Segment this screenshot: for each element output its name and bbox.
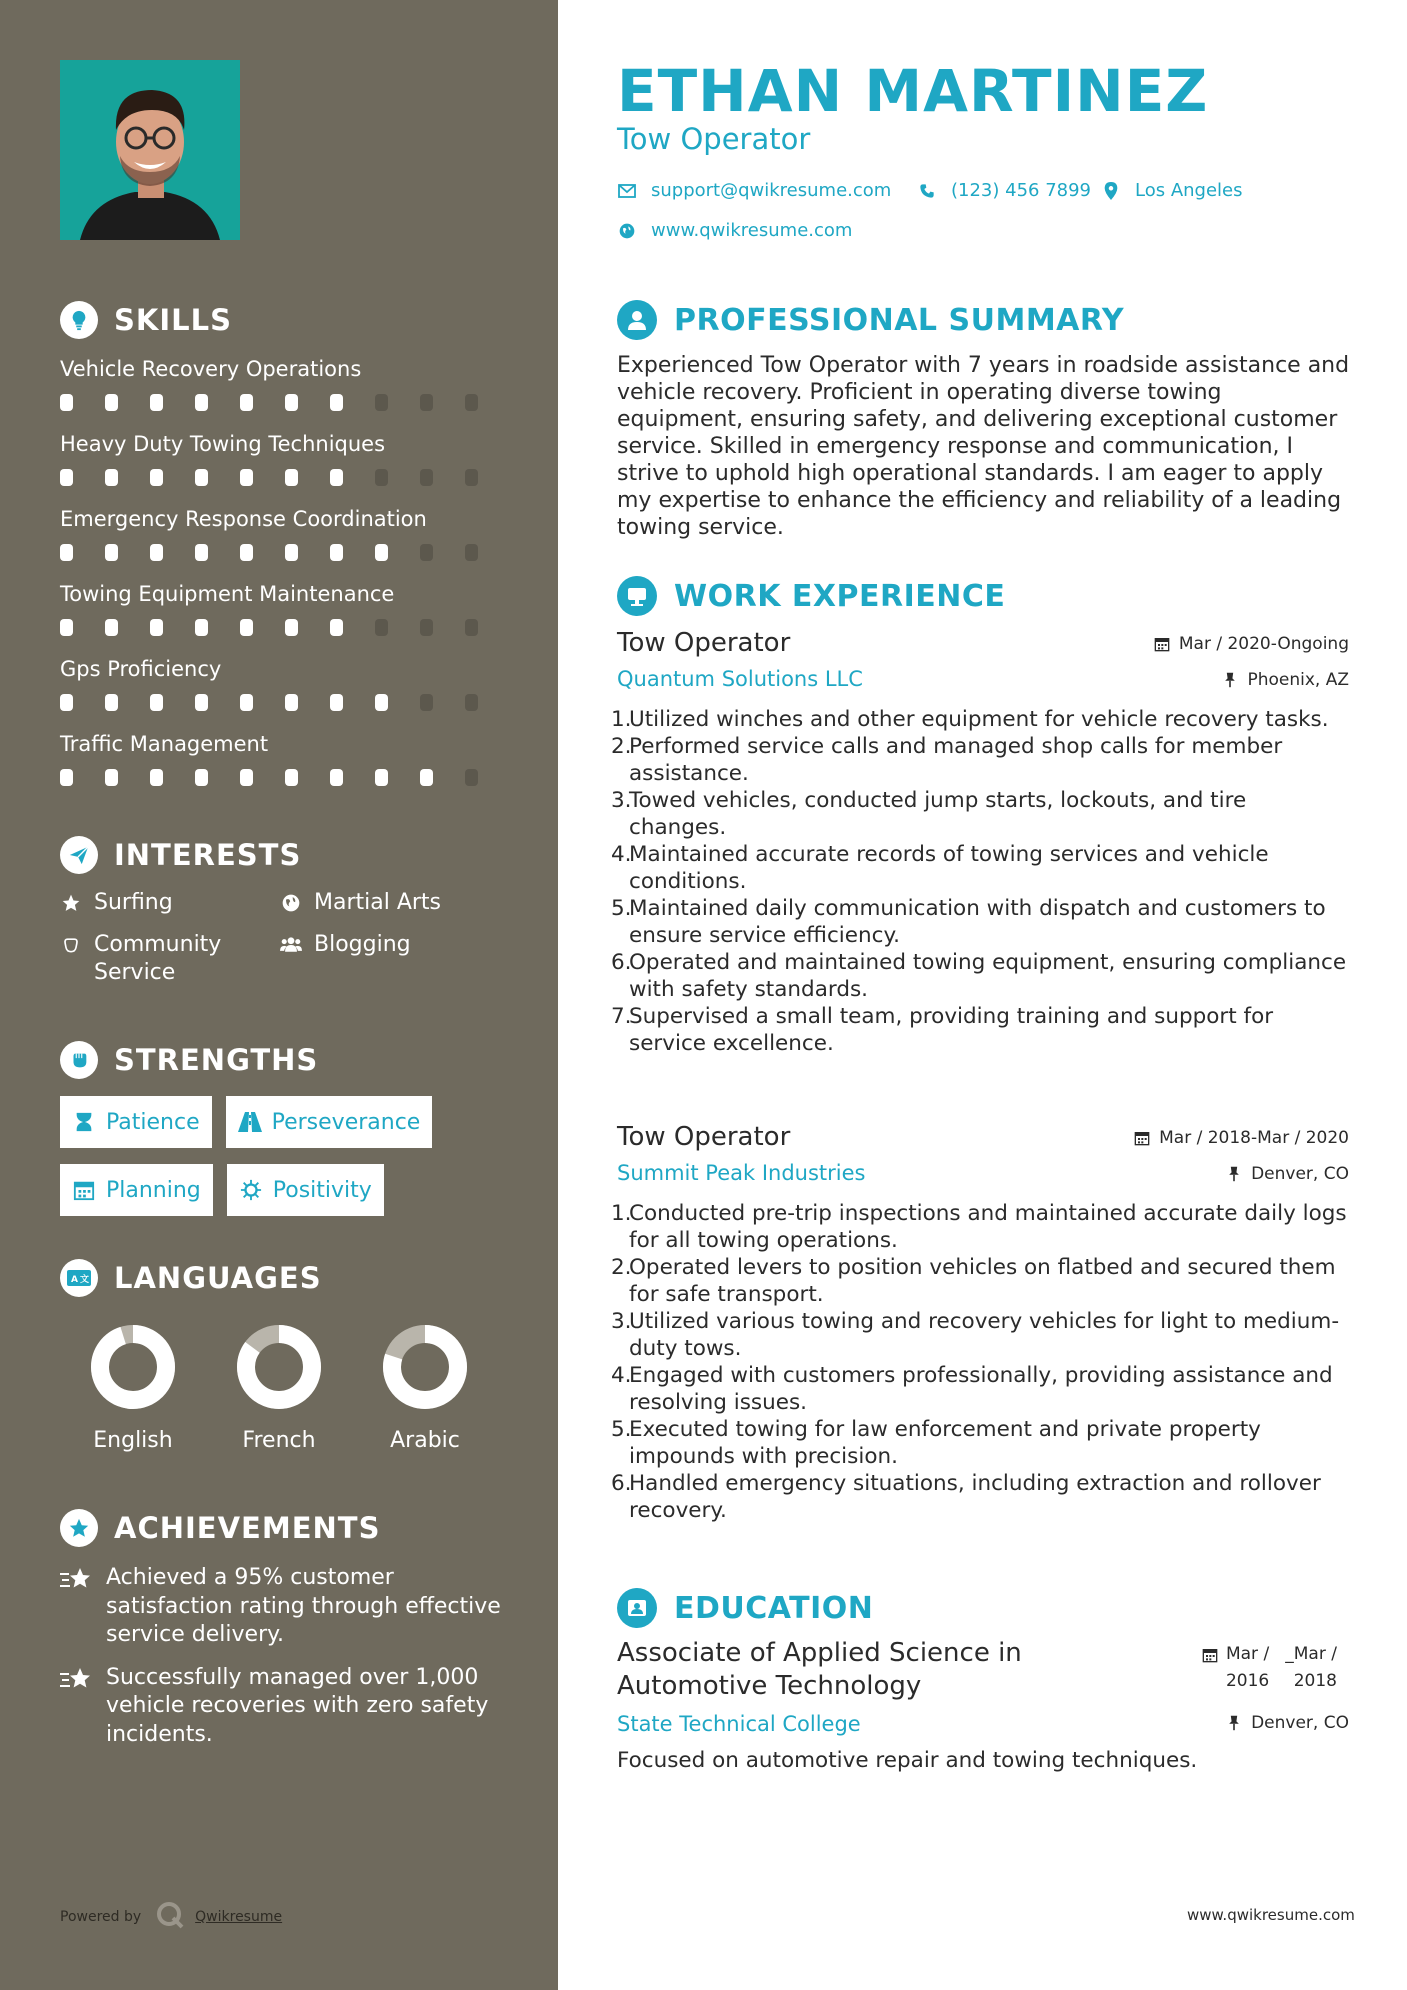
briefcase-icon	[617, 576, 657, 616]
job-title: Tow Operator	[617, 628, 791, 658]
summary-text: Experienced Tow Operator with 7 years in roadside assistance and vehicle recovery. Proficient in operating diverse towing equipment, ensuring safety, and delivering exceptional customer service. Skilled in emergency response and communication, I strive to uphold high operational standards. I am eager to apply my expertise to enhance the efficiency and reliability of a leading towing service.	[617, 353, 1350, 540]
skill-level	[60, 692, 510, 712]
skill-dot-filled	[240, 394, 253, 411]
job-location: Denver, CO	[1225, 1164, 1349, 1184]
pushpin-icon	[1221, 671, 1239, 689]
bullet-text: Maintained accurate records of towing services and vehicle conditions.	[629, 842, 1269, 894]
shooting-star-icon	[60, 1664, 94, 1694]
interests-section	[60, 835, 510, 987]
skill-dot-filled	[240, 769, 253, 786]
skill-dot-filled	[285, 769, 298, 786]
skill-dot-filled	[285, 394, 298, 411]
skill-dot-filled	[330, 544, 343, 561]
skill-dot-filled	[285, 544, 298, 561]
bullet-item	[611, 1416, 1349, 1470]
language-name: French	[242, 1428, 316, 1453]
candidate-role: Tow Operator	[617, 122, 811, 156]
education-title: EDUCATION	[674, 1590, 874, 1626]
graduation-icon	[617, 1588, 657, 1628]
achievements-title: ACHIEVEMENTS	[114, 1511, 381, 1545]
bullet-number: 4.	[611, 1363, 632, 1388]
skill-row	[60, 577, 510, 652]
interests-header	[60, 835, 510, 875]
bullet-number: 7.	[611, 1004, 632, 1029]
globe-icon	[617, 221, 637, 241]
education-start: Mar / 2016	[1225, 1644, 1270, 1691]
skill-dot-filled	[105, 469, 118, 486]
pushpin-icon	[1225, 1165, 1243, 1183]
language-item	[352, 1324, 498, 1453]
calendar-icon	[1202, 1641, 1220, 1668]
skill-name: Traffic Management	[60, 732, 269, 756]
summary-title: PROFESSIONAL SUMMARY	[674, 302, 1125, 338]
bullet-item	[611, 949, 1349, 1003]
skill-dot-empty	[375, 619, 388, 636]
skill-dot-empty	[375, 394, 388, 411]
skill-dot-filled	[60, 544, 73, 561]
strengths-header	[60, 1040, 510, 1080]
skill-dot-filled	[375, 694, 388, 711]
strengths-section	[60, 1040, 510, 1232]
star-icon	[60, 889, 82, 917]
language-gauge	[382, 1324, 468, 1410]
skill-dot-filled	[285, 469, 298, 486]
qwikresume-logo-icon	[155, 1900, 185, 1934]
interests-list	[60, 889, 510, 987]
interest-item: Blogging	[280, 931, 500, 987]
skill-name: Gps Proficiency	[60, 657, 222, 681]
bullet-item	[611, 1470, 1349, 1524]
bullet-number: 1.	[611, 707, 632, 732]
calendar-icon	[72, 1178, 96, 1202]
skill-dot-filled	[150, 469, 163, 486]
job-location: Phoenix, AZ	[1221, 670, 1349, 690]
skill-dot-filled	[195, 619, 208, 636]
skill-dot-filled	[195, 469, 208, 486]
language-name: English	[93, 1428, 173, 1453]
translate-icon	[60, 1259, 98, 1297]
job-company: Quantum Solutions LLC	[617, 667, 863, 691]
bullet-text: Performed service calls and managed shop calls for member assistance.	[629, 734, 1283, 786]
achievement-item: Achieved a 95% customer satisfaction rating through effective service delivery.	[60, 1564, 510, 1650]
bullet-number: 5.	[611, 1417, 632, 1442]
skill-dot-filled	[195, 769, 208, 786]
bullet-item	[611, 1003, 1349, 1057]
experience-title: WORK EXPERIENCE	[674, 578, 1006, 614]
bullet-text: Utilized winches and other equipment for vehicle recovery tasks.	[629, 707, 1329, 732]
strength-chip: Perseverance	[226, 1096, 433, 1148]
bullet-item	[611, 895, 1349, 949]
strengths-title: STRENGTHS	[114, 1043, 319, 1077]
skill-row	[60, 502, 510, 577]
bullet-text: Utilized various towing and recovery vehicles for light to medium-duty tows.	[629, 1309, 1340, 1361]
skill-row	[60, 352, 510, 427]
skill-dot-filled	[60, 394, 73, 411]
bullet-item	[611, 787, 1349, 841]
skill-dot-empty	[465, 394, 478, 411]
calendar-icon	[1133, 1129, 1151, 1147]
skill-dot-filled	[195, 694, 208, 711]
skill-dot-filled	[285, 694, 298, 711]
skill-level	[60, 542, 510, 562]
skill-dot-filled	[330, 769, 343, 786]
skill-dot-empty	[420, 544, 433, 561]
user-icon	[617, 300, 657, 340]
interest-item: Martial Arts	[280, 889, 500, 917]
skill-dot-empty	[465, 694, 478, 711]
degree-title: Associate of Applied Science in Automotive Technology	[617, 1638, 1022, 1701]
strengths-list	[60, 1096, 480, 1232]
bullet-number: 2.	[611, 1255, 632, 1280]
users-icon	[280, 931, 302, 959]
job-bullets	[611, 1200, 1349, 1524]
bullet-number: 4.	[611, 842, 632, 867]
shooting-star-icon	[60, 1564, 94, 1594]
skill-dot-filled	[195, 544, 208, 561]
skill-level	[60, 617, 510, 637]
job-title: Tow Operator	[617, 1122, 791, 1152]
education-location: Denver, CO	[1225, 1713, 1349, 1733]
hourglass-icon	[72, 1110, 96, 1134]
education-end: Mar / 2018	[1293, 1644, 1337, 1691]
skill-dot-empty	[465, 619, 478, 636]
skill-dot-filled	[285, 619, 298, 636]
email-contact[interactable]: support@qwikresume.com	[617, 180, 891, 201]
bullet-number: 6.	[611, 950, 632, 975]
job-bullets	[611, 706, 1349, 1057]
interests-title: INTERESTS	[114, 838, 302, 872]
skill-dot-filled	[105, 769, 118, 786]
skill-level	[60, 392, 510, 412]
skill-dot-empty	[465, 469, 478, 486]
education-description: Focused on automotive repair and towing techniques.	[617, 1748, 1198, 1773]
languages-header	[60, 1258, 510, 1298]
skill-dot-filled	[150, 619, 163, 636]
skill-dot-empty	[420, 469, 433, 486]
pushpin-icon	[1225, 1714, 1243, 1732]
education-header	[617, 1588, 873, 1628]
bullet-number: 3.	[611, 788, 632, 813]
language-gauge-fill	[100, 1334, 166, 1400]
bullet-item	[611, 1254, 1349, 1308]
bullet-text: Handled emergency situations, including extraction and rollover recovery.	[629, 1471, 1321, 1523]
bullet-number: 2.	[611, 734, 632, 759]
phone-icon	[917, 181, 937, 201]
sun-icon	[239, 1178, 263, 1202]
svg-text:文: 文	[80, 1275, 90, 1285]
footer-url[interactable]: www.qwikresume.com	[1187, 1906, 1355, 1924]
skill-dot-filled	[330, 394, 343, 411]
candidate-name: ETHAN MARTINEZ	[617, 57, 1209, 125]
bullet-text: Engaged with customers professionally, providing assistance and resolving issues.	[629, 1363, 1333, 1415]
website-contact[interactable]: www.qwikresume.com	[617, 220, 852, 241]
skill-dot-empty	[465, 544, 478, 561]
skill-dot-empty	[420, 619, 433, 636]
skill-dot-filled	[330, 619, 343, 636]
sidebar	[0, 0, 558, 1990]
globe-icon	[280, 889, 302, 917]
job-entry	[611, 1120, 1349, 1524]
bullet-number: 6.	[611, 1471, 632, 1496]
skill-name: Emergency Response Coordination	[60, 507, 427, 531]
location-contact: Los Angeles	[1101, 180, 1243, 201]
skills-title: SKILLS	[114, 303, 232, 337]
strength-chip: Positivity	[227, 1164, 384, 1216]
language-gauge	[236, 1324, 322, 1410]
skill-dot-filled	[150, 544, 163, 561]
skill-dot-filled	[105, 544, 118, 561]
skill-dot-filled	[240, 544, 253, 561]
bullet-text: Towed vehicles, conducted jump starts, lockouts, and tire changes.	[629, 788, 1247, 840]
skills-section	[60, 300, 510, 802]
school-name: State Technical College	[617, 1712, 861, 1736]
bullet-text: Operated and maintained towing equipment, ensuring compliance with safety standards.	[629, 950, 1347, 1002]
road-icon	[238, 1110, 262, 1134]
skill-dot-filled	[105, 619, 118, 636]
job-dates: Mar / 2020-Ongoing	[1153, 634, 1349, 654]
job-entry	[611, 626, 1349, 1057]
strength-chip: Planning	[60, 1164, 213, 1216]
strength-chip: Patience	[60, 1096, 212, 1148]
languages-title: LANGUAGES	[114, 1261, 322, 1295]
bullet-item	[611, 733, 1349, 787]
education-entry	[617, 1637, 1349, 1775]
skill-dot-empty	[420, 394, 433, 411]
skill-dot-filled	[60, 694, 73, 711]
skills-header	[60, 300, 510, 340]
summary-header	[617, 300, 1124, 340]
skill-dot-filled	[330, 694, 343, 711]
bullet-item	[611, 1200, 1349, 1254]
job-dates: Mar / 2018-Mar / 2020	[1133, 1128, 1349, 1148]
bullet-number: 1.	[611, 1201, 632, 1226]
achievements-header	[60, 1508, 510, 1548]
bullet-number: 3.	[611, 1309, 632, 1334]
bullet-text: Conducted pre-trip inspections and maintained accurate daily logs for all towing operations.	[629, 1201, 1347, 1253]
skill-dot-filled	[105, 394, 118, 411]
skill-dot-filled	[150, 769, 163, 786]
language-item	[206, 1324, 352, 1453]
skill-dot-filled	[60, 769, 73, 786]
skill-dot-filled	[240, 469, 253, 486]
fist-icon	[60, 1041, 98, 1079]
skill-level	[60, 467, 510, 487]
achievements-section	[60, 1508, 510, 1749]
paper-plane-icon	[60, 836, 98, 874]
map-pin-icon	[1101, 181, 1121, 201]
education-dates: Mar / 2016 _ Mar / 2018	[1202, 1641, 1337, 1695]
skills-list	[60, 352, 510, 802]
skill-dot-filled	[60, 619, 73, 636]
skill-dot-empty	[420, 694, 433, 711]
trophy-star-icon	[60, 1509, 98, 1547]
envelope-icon	[617, 181, 637, 201]
qwikresume-link[interactable]: Qwikresume	[195, 1909, 283, 1925]
language-item	[60, 1324, 206, 1453]
skill-dot-filled	[240, 694, 253, 711]
powered-by: Powered by Qwikresume	[60, 1900, 282, 1934]
hand-icon	[60, 931, 82, 959]
languages-section	[60, 1258, 510, 1453]
bullet-text: Operated levers to position vehicles on flatbed and secured them for safe transport.	[629, 1255, 1336, 1307]
bullet-number: 5.	[611, 896, 632, 921]
bullet-text: Supervised a small team, providing training and support for service excellence.	[629, 1004, 1274, 1056]
skill-name: Vehicle Recovery Operations	[60, 357, 362, 381]
achievement-item: Successfully managed over 1,000 vehicle recoveries with zero safety incidents.	[60, 1664, 510, 1750]
bullet-item	[611, 1308, 1349, 1362]
skill-dot-filled	[420, 769, 433, 786]
skill-dot-empty	[465, 769, 478, 786]
skill-name: Towing Equipment Maintenance	[60, 582, 395, 606]
languages-list	[60, 1324, 510, 1453]
lightbulb-icon	[60, 301, 98, 339]
skill-row	[60, 427, 510, 502]
phone-contact[interactable]: (123) 456 7899	[917, 180, 1091, 201]
skill-dot-filled	[240, 619, 253, 636]
skill-dot-filled	[330, 469, 343, 486]
interest-item: Community Service	[60, 931, 280, 987]
bullet-item	[611, 1362, 1349, 1416]
skill-dot-filled	[150, 694, 163, 711]
svg-text:A: A	[71, 1275, 78, 1285]
interest-item: Surfing	[60, 889, 280, 917]
skill-row	[60, 652, 510, 727]
bullet-text: Maintained daily communication with dispatch and customers to ensure service efficiency.	[629, 896, 1326, 948]
skill-row	[60, 727, 510, 802]
skill-dot-filled	[375, 544, 388, 561]
language-name: Arabic	[390, 1428, 460, 1453]
bullet-item	[611, 841, 1349, 895]
skill-dot-filled	[60, 469, 73, 486]
language-gauge	[90, 1324, 176, 1410]
skill-dot-filled	[375, 769, 388, 786]
profile-photo	[60, 60, 240, 240]
bullet-text: Executed towing for law enforcement and private property impounds with precision.	[629, 1417, 1261, 1469]
calendar-icon	[1153, 635, 1171, 653]
job-company: Summit Peak Industries	[617, 1161, 866, 1185]
experience-header	[617, 576, 1005, 616]
skill-name: Heavy Duty Towing Techniques	[60, 432, 386, 456]
skill-dot-filled	[105, 694, 118, 711]
bullet-item	[611, 706, 1349, 733]
skill-dot-filled	[150, 394, 163, 411]
skill-level	[60, 767, 510, 787]
skill-dot-empty	[375, 469, 388, 486]
skill-dot-filled	[195, 394, 208, 411]
